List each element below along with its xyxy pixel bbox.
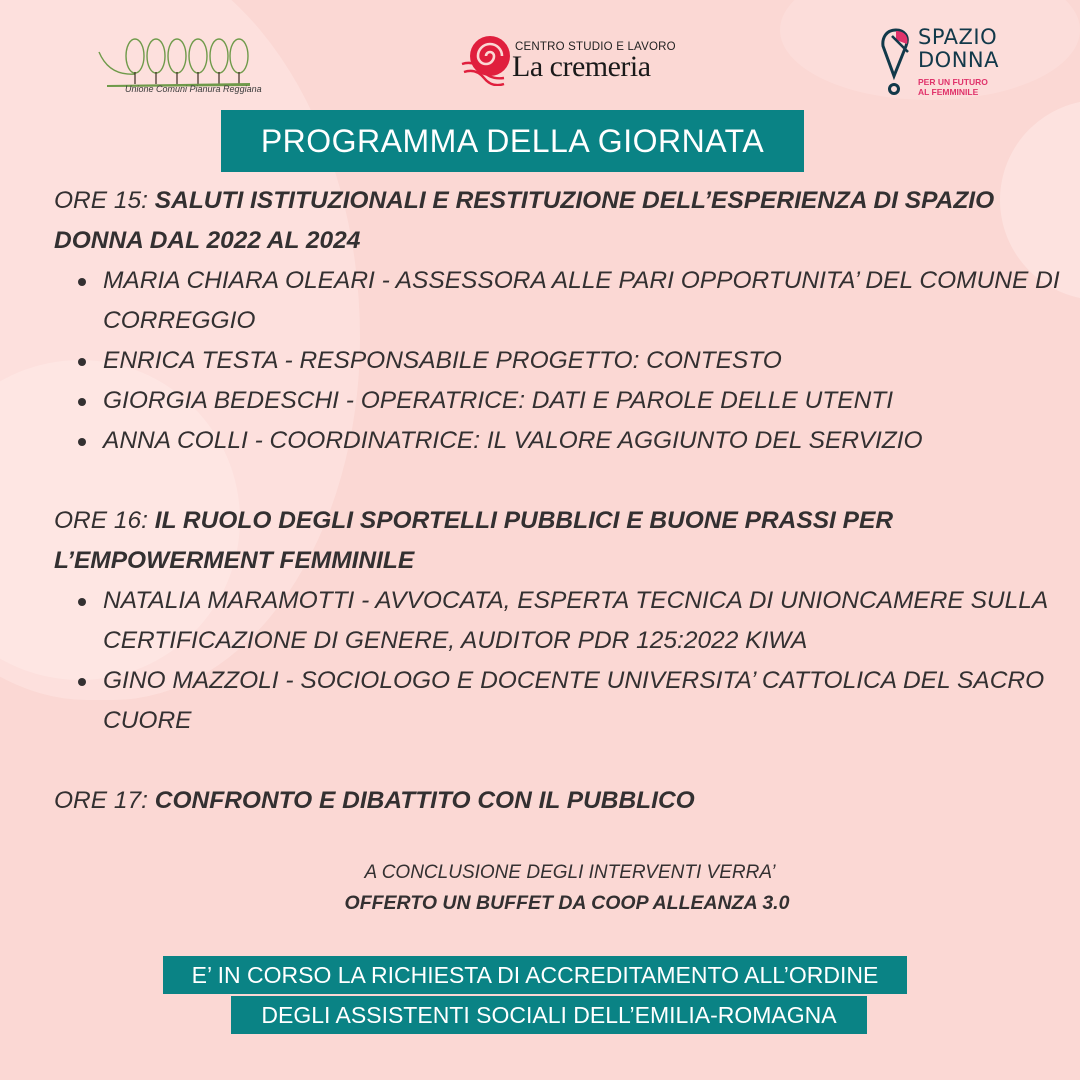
logo-bar	[0, 24, 1080, 104]
session-heading	[54, 501, 1064, 581]
logo-cremeria-name: La cremeria	[512, 50, 651, 83]
logo-la-cremeria	[460, 32, 680, 92]
speaker-list	[54, 581, 1064, 741]
logo-unione-comuni	[95, 32, 262, 98]
session-topic: CONFRONTO E DIBATTITO CON IL PUBBLICO	[154, 787, 695, 814]
logo-cremeria-subtitle: CENTRO STUDIO E LAVORO	[515, 41, 676, 53]
spiral-sun-icon	[460, 34, 512, 86]
logo-donna-word: DONNA	[918, 48, 999, 72]
logo-spazio-word: SPAZIO	[918, 25, 998, 49]
speaker-item: GINO MAZZOLI - SOCIOLOGO E DOCENTE UNIVERSITA’ CATTOLICA DEL SACRO CUORE	[103, 661, 1064, 741]
buffet-note	[0, 858, 1080, 918]
session-time: ORE 16:	[54, 507, 148, 534]
page-title-banner	[221, 110, 804, 172]
session-16	[54, 501, 1064, 741]
spacer	[54, 461, 1064, 501]
program-schedule	[54, 181, 1064, 821]
speaker-item: ANNA COLLI - COORDINATRICE: IL VALORE AGGIUNTO DEL SERVIZIO	[103, 421, 1064, 461]
logo-unione-caption: Unione Comuni Pianura Reggiana	[125, 84, 262, 94]
map-pin-exclamation-icon	[880, 26, 912, 98]
accreditation-line-2: DEGLI ASSISTENTI SOCIALI DELL’EMILIA-ROMAGNA	[231, 996, 867, 1034]
session-topic: IL RUOLO DEGLI SPORTELLI PUBBLICI E BUONE PRASSI PER L’EMPOWERMENT FEMMINILE	[54, 507, 894, 574]
buffet-note-line-1: A CONCLUSIONE DEGLI INTERVENTI VERRA’	[364, 862, 776, 883]
logo-tagline-2: AL FEMMINILE	[918, 87, 979, 97]
session-time: ORE 17:	[54, 787, 148, 814]
session-time: ORE 15:	[54, 187, 148, 214]
logo-tagline-1: PER UN FUTURO	[918, 77, 988, 87]
accreditation-line-1: E’ IN CORSO LA RICHIESTA DI ACCREDITAMENTO ALL’ORDINE	[163, 956, 907, 994]
logo-spazio-donna	[880, 26, 1010, 102]
page-title: PROGRAMMA DELLA GIORNATA	[260, 122, 765, 159]
spacer	[54, 741, 1064, 781]
speaker-item: MARIA CHIARA OLEARI - ASSESSORA ALLE PARI OPPORTUNITA’ DEL COMUNE DI CORREGGIO	[103, 261, 1064, 341]
session-topic: SALUTI ISTITUZIONALI E RESTITUZIONE DELL’ESPERIENZA DI SPAZIO DONNA DAL 2022 AL 2024	[54, 187, 995, 254]
session-heading	[54, 781, 1064, 821]
speaker-item: NATALIA MARAMOTTI - AVVOCATA, ESPERTA TECNICA DI UNIONCAMERE SULLA CERTIFICAZIONE DI GENERE, AUDITOR PDR 125:2022 KIWA	[103, 581, 1064, 661]
buffet-note-line-2: OFFERTO UN BUFFET DA COOP ALLEANZA 3.0	[344, 892, 790, 914]
session-heading	[54, 181, 1064, 261]
six-trees-icon	[95, 32, 255, 88]
speaker-item: ENRICA TESTA - RESPONSABILE PROGETTO: CONTESTO	[103, 341, 1064, 381]
speaker-list	[54, 261, 1064, 461]
speaker-item: GIORGIA BEDESCHI - OPERATRICE: DATI E PAROLE DELLE UTENTI	[103, 381, 1064, 421]
session-15	[54, 181, 1064, 461]
session-17	[54, 781, 1064, 821]
